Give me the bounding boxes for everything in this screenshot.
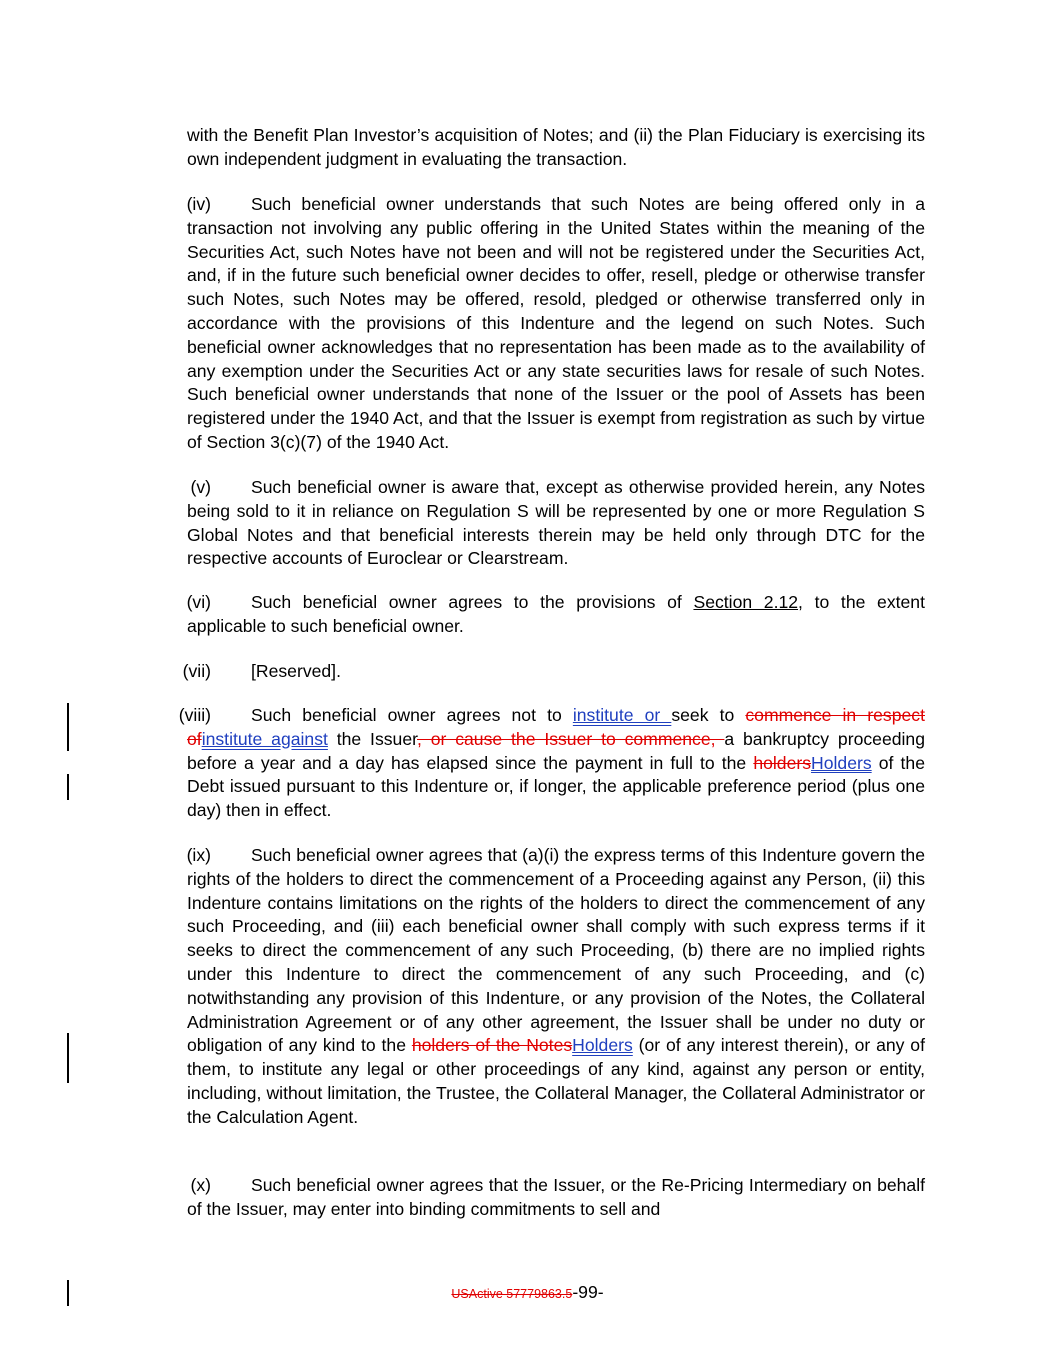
change-bar [67,703,69,751]
paragraph-text: Such beneficial owner agrees that the Issuer, or the Re-Pricing Intermediary on behalf of the Issuer, may enter into binding commitments to sell and [187,1175,925,1219]
paragraph-number: (vi) [186,592,211,612]
inserted-text: Holders [572,1035,633,1056]
paragraph-continuation [187,124,925,172]
inserted-text: institute or [572,705,672,725]
paragraph-number: (vii) [182,661,211,681]
change-bar [67,1033,69,1083]
paragraph-vi [187,591,925,639]
page-number: -99- [572,1282,604,1302]
paragraph-text: Such beneficial owner is aware that, except as otherwise provided herein, any Notes being sold to it in reliance on Regulation S will be represented by one or more Regulation S Global Notes and that beneficial interests therein may be held only through DTC for the respective accounts of Euroclear or Clearstream. [187,477,925,569]
deleted-text: commence in respect of [187,705,925,749]
paragraph-number: (ix) [186,845,211,865]
paragraph-text: a bankruptcy proceeding before a year and a day has elapsed since the payment in full to the [187,728,925,773]
paragraph-number: (x) [190,1175,211,1195]
paragraph-number: (viii) [178,705,211,725]
paragraph-text: [Reserved]. [251,661,341,681]
paragraph-text: Such beneficial owner agrees that (a)(i) the express terms of this Indenture govern the rights of the holders to direct the commencement of a Proceeding against any Person, (ii) this Indenture contains limitations on the rights of the holders to direct the commencement of any such Proceeding, and (iii) each beneficial owner shall comply with such express terms if it seeks to direct the commencement of any such Proceeding, (b) there are no implied rights under this Indenture to direct the commencement of any such Proceeding, and (c) notwithstanding any provision of this Indenture, or any provision of the Notes, the Collateral Administration Agreement or of any other agreement, the Issuer shall be under no duty or obligation of any kind to the [187,845,925,1056]
paragraph-number: (v) [190,477,211,497]
deleted-text: holders of the Notes [411,1035,573,1056]
paragraph-text: (or of any interest therein), or any of them, to institute any legal or other proceedings of any kind, against any person or entity, including, without limitation, the Trustee, the Collateral Manager, the Collateral Administrator or the Calculation Agent. [187,1035,925,1127]
paragraph-number: (iv) [186,194,211,214]
paragraph-text: , to the extent applicable to such beneficial owner. [187,592,925,636]
paragraph-text: with the Benefit Plan Investor’s acquisition of Notes; and (ii) the Plan Fiduciary is exercising its own independent judgment in evaluating the transaction. [187,125,925,169]
paragraph-text: Such beneficial owner agrees to the provisions of [251,592,694,612]
paragraph-text: Such beneficial owner agrees not to [251,705,573,725]
inserted-text: Holders [811,752,872,773]
paragraph-viii [178,704,925,823]
deleted-text: holders [753,752,812,773]
paragraph-v [187,476,925,571]
paragraph-text: seek to [671,705,746,725]
paragraph-x [187,1174,925,1222]
paragraph-text: the Issuer [327,728,417,749]
paragraph-iv [187,193,925,455]
paragraph-text: of the Debt issued pursuant to this Indenture or, if longer, the applicable preference period (plus one day) then in effect. [187,752,925,821]
change-bar [67,774,69,800]
paragraph-text: Such beneficial owner understands that such Notes are being offered only in a transaction not involving any public offering in the United States within the meaning of the Securities Act, such Notes have not been and will not be registered under the Securities Act, and, if in the future such beneficial owner decides to offer, resell, pledge or otherwise transfer such Notes, such Notes may be offered, resold, pledged or otherwise transferred only in accordance with the provisions of this Indenture and the legend on such Notes. Such beneficial owner acknowledges that no representation has been made as to the availability of any exemption under the Securities Act or any state securities laws for resale of such Notes. Such beneficial owner understands that none of the Issuer or the pool of Assets has been registered under the 1940 Act, and that the Issuer is exempt from registration as such by virtue of Section 3(c)(7) of the 1940 Act. [187,194,925,452]
paragraph-vii [182,660,925,684]
inserted-text: institute against [201,728,328,749]
deleted-document-id: USActive 57779863.5 [451,1287,573,1301]
paragraph-ix [187,844,925,1130]
deleted-text: , or cause the Issuer to commence, [417,728,725,749]
section-reference-link[interactable]: Section 2.12 [693,592,799,612]
page-footer [0,1281,1055,1305]
